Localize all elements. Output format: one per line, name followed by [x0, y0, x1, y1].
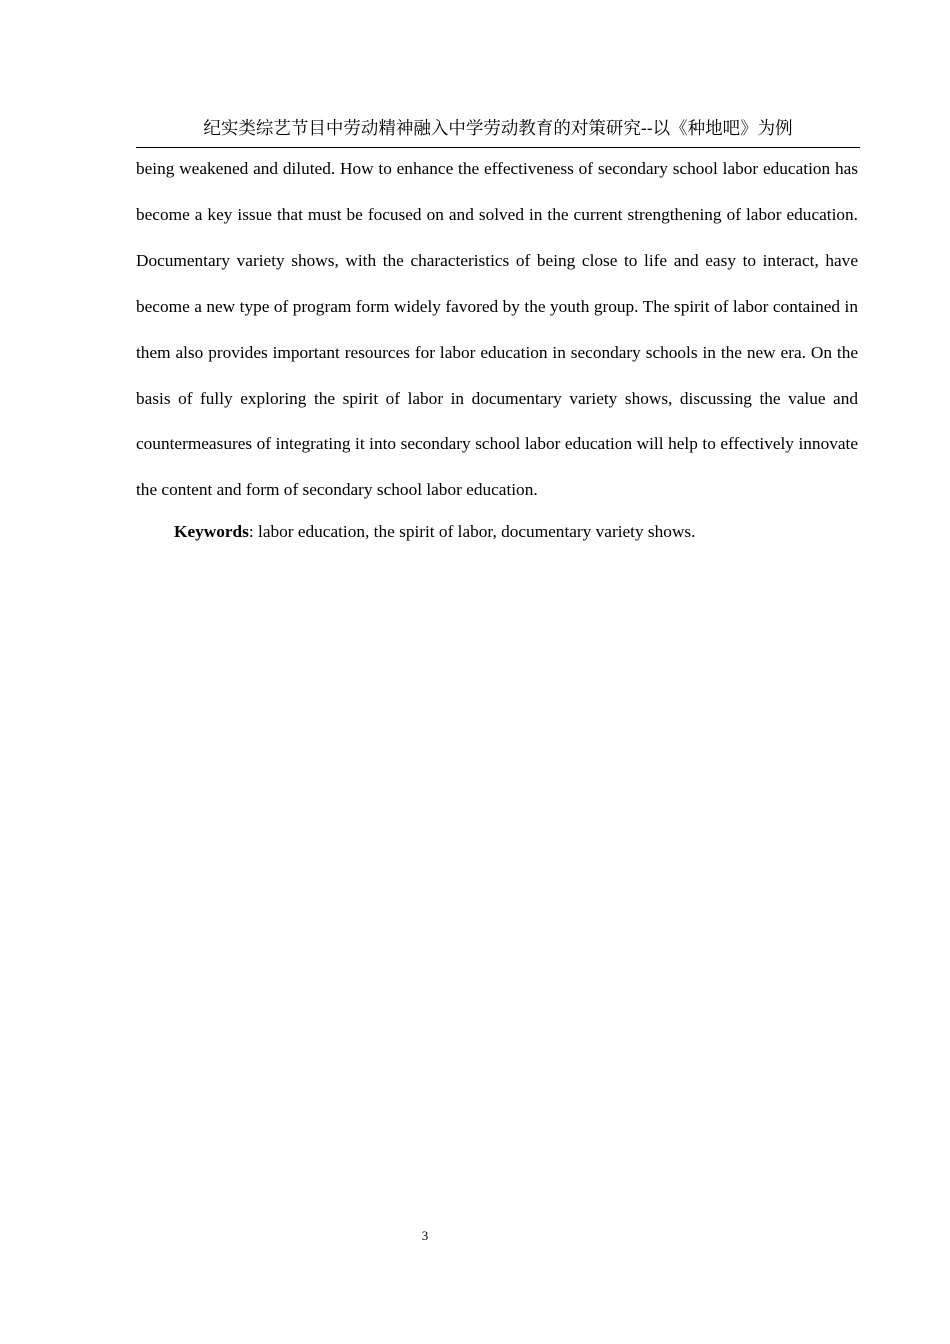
keywords-label: Keywords: [174, 522, 249, 542]
keywords-line: [136, 509, 858, 555]
abstract-paragraph: being weakened and diluted. How to enhance the effectiveness of secondary school labor education has become a key issue that must be focused on and solved in the current strengthening of labor education. Documentary variety shows, with the characteristics of being close to life and easy to interact, have become a new type of program form widely favored by the youth group. The spirit of labor contained in them also provides important resources for labor education in secondary schools in the new era. On the basis of fully exploring the spirit of labor in documentary variety shows, discussing the value and countermeasures of integrating it into secondary school labor education will help to effectively innovate the content and form of secondary school labor education.: [136, 159, 858, 500]
page-number: 3: [421, 1228, 429, 1243]
abstract-body: [136, 146, 858, 555]
running-header-title: 纪实类综艺节目中劳动精神融入中学劳动教育的对策研究--以《种地吧》为例: [203, 119, 793, 139]
keywords-list: : labor education, the spirit of labor, documentary variety shows.: [248, 522, 696, 542]
